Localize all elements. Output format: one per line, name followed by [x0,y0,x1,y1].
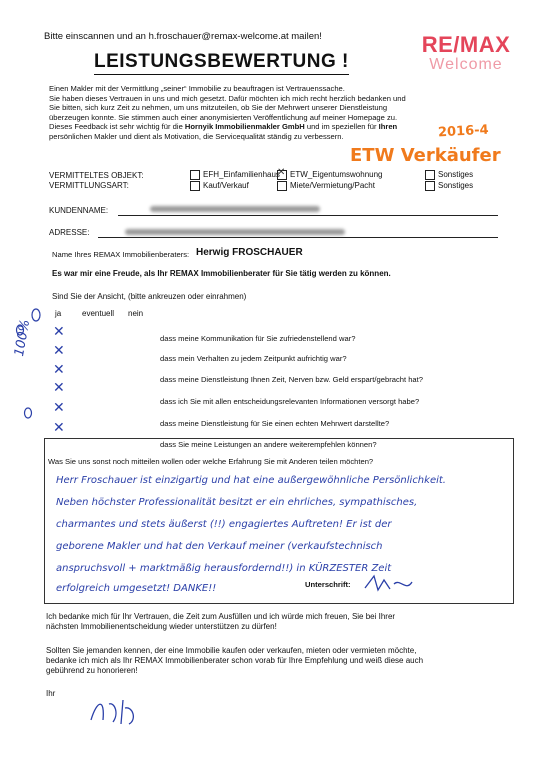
checkbox[interactable] [425,170,435,180]
intro-paragraph [49,84,489,141]
answer-mark-ja[interactable]: ✕ [53,343,65,359]
option-sonstiges-1[interactable] [425,170,473,180]
comment-handwriting-line: erfolgreich umgesetzt! DANKE!! [56,583,217,594]
statement-4: dass ich Sie mit allen entscheidungsrelevanten Informationen versorgt habe? [160,397,420,406]
redacted-name [150,206,320,212]
thanks-paragraph [46,612,496,632]
signature-scribble [360,570,420,596]
col-eventuell: eventuell [82,309,115,318]
statement-2: dass mein Verhalten zu jedem Zeitpunkt aufrichtig war? [160,354,347,363]
option-label: Sonstiges [438,170,474,180]
comment-handwriting-line: Herr Froschauer ist einzigartig und hat eine außergewöhnliche Persönlichkeit. [56,475,446,486]
intro-line: Sie haben dieses Vertrauen in uns und mich gesetzt. Dafür möchten ich mich recht herzlich bedanken und [49,93,406,103]
col-nein: nein [128,309,144,318]
checkbox[interactable] [190,170,200,180]
col-ja: ja [55,309,62,318]
footer-line: nächsten Immobilienentscheidung wieder unterstützen zu dürfen! [46,622,277,631]
berater-name: Herwig FROSCHAUER [196,247,303,258]
footer-line: Ich bedanke mich für Ihr Vertrauen, die Zeit zum Ausfüllen und ich würde mich freuen, Sie bei Ihrer [46,612,396,621]
option-label: Miete/Vermietung/Pacht [290,181,375,191]
statement-5: dass meine Dienstleistung für Sie einen echten Mehrwert darstellte? [160,419,390,428]
option-miete[interactable] [277,181,375,191]
vermittlungsart-label: VERMITTLUNGSART: [49,181,129,190]
advisor-signature [85,690,155,730]
answer-mark-ja[interactable]: ✕ [53,400,65,416]
answer-mark-ja[interactable]: ✕ [53,380,65,396]
statement-3: dass meine Dienstleistung Ihnen Zeit, Nerven bzw. Geld erspart/gebracht hat? [160,375,423,384]
page-title: LEISTUNGSBEWERTUNG ! [94,51,349,75]
intro-line: überzeugen konnte. Sie stimmen auch einer anonymisierten Veröffentlichung auf meiner Homepage zu. [49,112,398,122]
freude-line: Es war mir eine Freude, als Ihr REMAX Immobilienberater für Sie tätig werden zu können. [52,269,391,278]
checkbox[interactable] [277,181,287,191]
redacted-address [125,229,345,235]
intro-line [49,122,489,132]
adresse-label: ADRESSE: [49,228,90,237]
footer-line: bedanke ich mich als Ihr REMAX Immobilienberater schon vorab für Ihre Empfehlung und weiß diese auch [46,656,424,665]
role-stamp: ETW Verkäufer [350,145,501,166]
comment-handwriting-line: geborene Makler und hat den Verkauf meiner (verkaufstechnisch [56,541,383,552]
intro-text: Dieses Feedback ist sehr wichtig für die [49,122,185,131]
checkbox[interactable] [190,181,200,191]
intro-line: Einen Makler mit der Vermittlung „seiner“ Immobilie zu beauftragen ist Vertrauenssache. [49,84,345,93]
comment-handwriting-line: anspruchsvoll + marktmäßig herausfordernd!!) in KÜRZESTER Zeit [56,563,392,574]
intro-emphasis: Ihren [378,122,398,131]
handwritten-percentage: 100% [12,318,34,358]
checkbox[interactable] [425,181,435,191]
option-label: Kauf/Verkauf [203,181,249,191]
kundenname-label: KUNDENNAME: [49,206,109,215]
comment-question: Was Sie uns sonst noch mitteilen wollen oder welche Erfahrung Sie mit Anderen teilen möchten? [48,457,374,466]
comment-handwriting-line: charmantes und stets äußerst (!!) engagiertes Auftreten! Er ist der [56,519,392,530]
option-label: EFH_Einfamilienhaus [203,170,280,180]
footer-line: Sollten Sie jemanden kennen, der eine Immobilie kaufen oder verkaufen, mieten oder vermieten möchte, [46,646,417,655]
option-kauf[interactable] [190,181,249,191]
option-etw[interactable] [277,170,383,180]
answer-mark-ja[interactable]: ✕ [53,362,65,378]
statement-1: dass meine Kommunikation für Sie zufriedenstellend war? [160,334,356,343]
logo-wordmark: RE/MAX [421,32,511,57]
vermitteltes-objekt-label: VERMITTELTES OBJEKT: [49,171,144,180]
logo-subtitle: Welcome [429,56,503,73]
signature-label: Unterschrift: [305,580,351,589]
answer-mark-ja[interactable]: ✕ [53,324,65,340]
statement-6: dass Sie meine Leistungen an andere weiterempfehlen können? [160,440,377,449]
berater-label: Name Ihres REMAX Immobilienberaters: [52,250,190,259]
footer-line: gebührend zu honorieren! [46,666,138,675]
ihr-label: Ihr [46,689,56,698]
checkbox-checked[interactable] [277,170,287,180]
intro-text: und im speziellen für [304,122,379,131]
referral-paragraph [46,646,496,676]
remax-logo [396,32,536,74]
option-label: ETW_Eigentumswohnung [290,170,383,180]
intro-line: Sie bitten, sich kurz Zeit zu nehmen, um uns mitzuteilen, ob Sie der Mehrwert unserer Dienstleistung [49,103,388,112]
option-label: Sonstiges [438,181,474,191]
company-name: Hornyik Immobilienmakler GmbH [184,122,305,131]
comment-handwriting-line: Neben höchster Professionalität besitzt er ein ehrliches, sympathisches, [56,497,418,508]
question-intro: Sind Sie der Ansicht, (bitte ankreuzen oder einrahmen) [52,292,247,301]
answer-mark-ja[interactable]: ✕ [53,420,65,436]
date-stamp: 2016-4 [437,122,489,141]
option-sonstiges-2[interactable] [425,181,473,191]
intro-line: persönlichen Makler und dient als Motivation, die Servicequalität ständig zu verbessern. [49,131,344,141]
option-efh[interactable] [190,170,280,180]
scan-instruction: Bitte einscannen und an h.froschauer@remax-welcome.at mailen! [44,31,322,42]
